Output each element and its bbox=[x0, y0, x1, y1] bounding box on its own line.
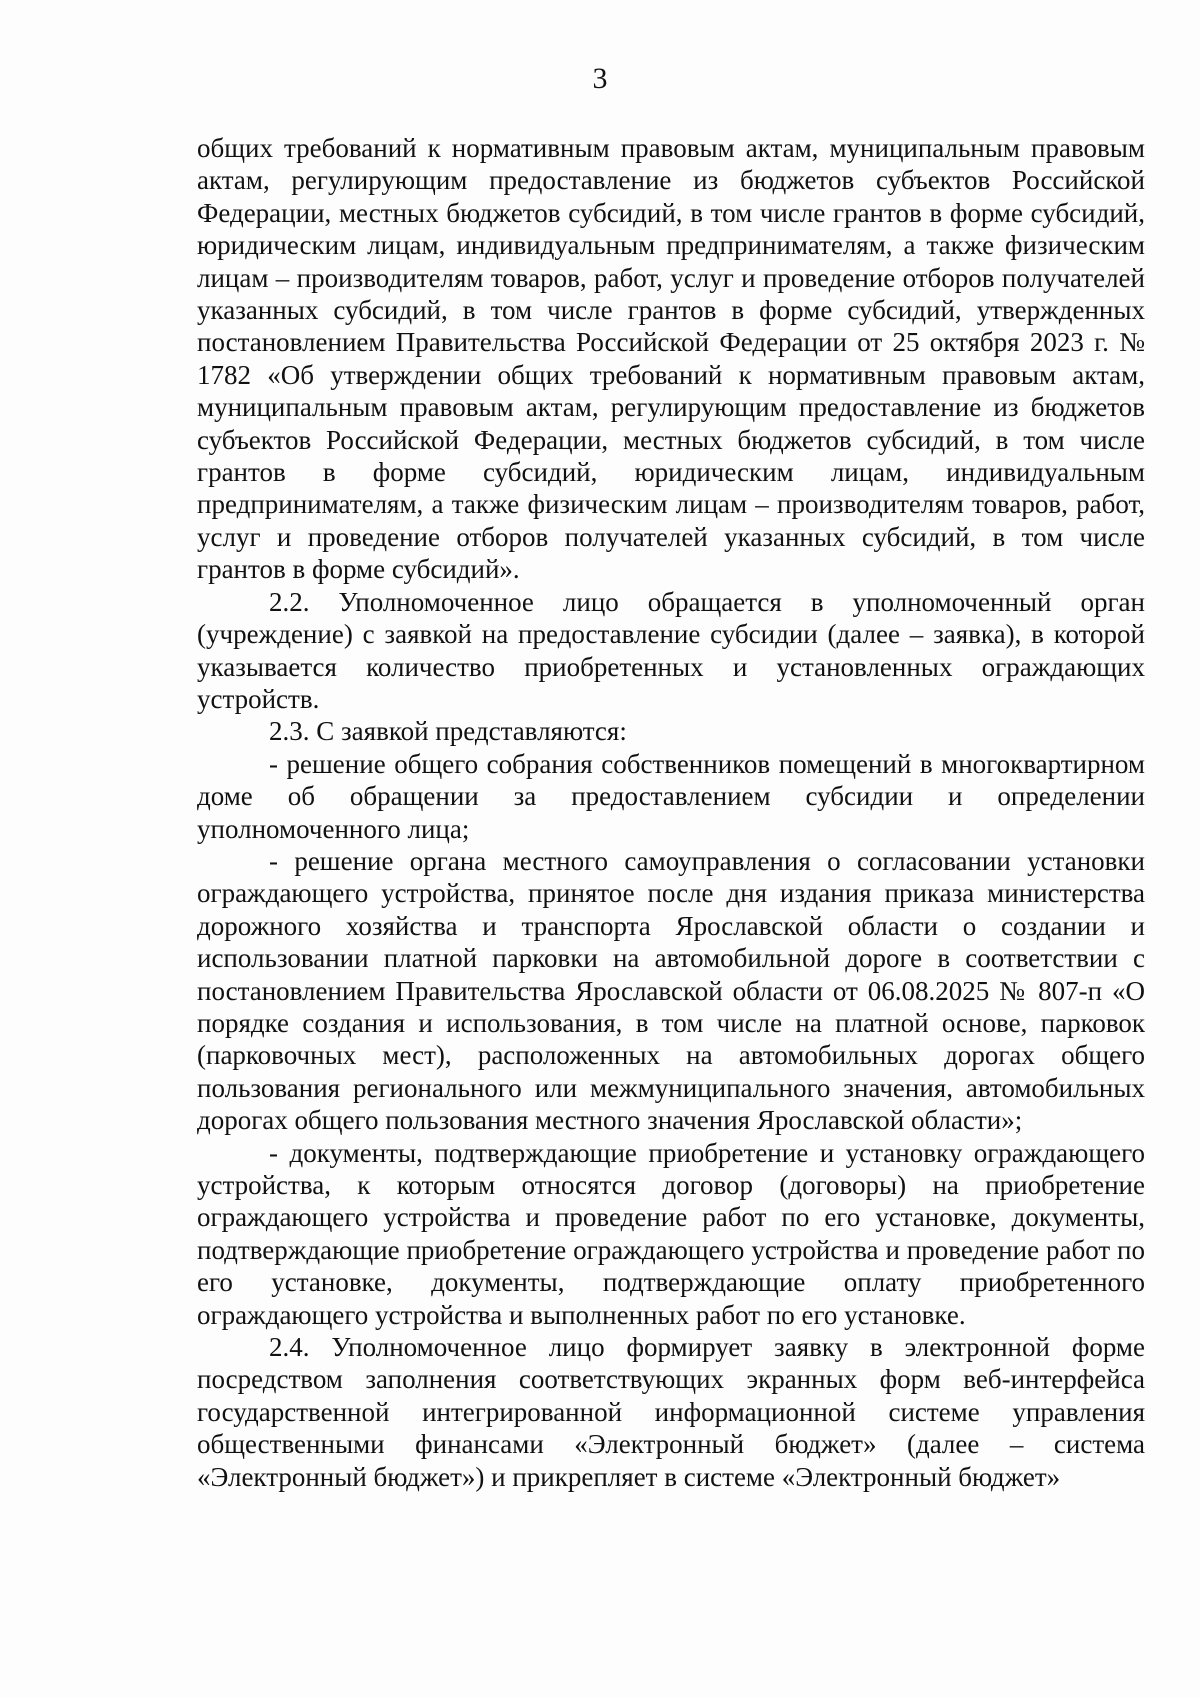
paragraph-2-3: 2.3. С заявкой представляются: bbox=[269, 716, 627, 747]
document-body bbox=[197, 132, 1145, 1493]
paragraph-2-4: 2.4. Уполномоченное лицо формирует заявку в электронной форме посредством заполнения соответствующих экранных форм веб-интерфейса государственной интегрированной информационной системе управления общественными финансами «Электронный бюджет» (далее – система «Электронный бюджет») и прикрепляет в системе «Электронный бюджет» bbox=[197, 1332, 1145, 1492]
list-item-general-meeting-decision: - решение общего собрания собственников помещений в многоквартирном доме об обращении за предоставлением субсидии и определении уполномоченного лица; bbox=[197, 748, 1145, 844]
page-number: 3 bbox=[592, 62, 608, 95]
list-item-supporting-documents: - документы, подтверждающие приобретение и установку ограждающего устройства, к которым относятся договор (договоры) на приобретение ограждающего устройства и проведение работ по его установке, документы, подтверждающие приобретение ограждающего устройства и проведение работ по его установке, документы, подтверждающие оплату приобретенного ограждающего устройства и выполненных работ по его установке. bbox=[197, 1137, 1145, 1330]
paragraph-continuation: общих требований к нормативным правовым актам, муниципальным правовым актам, регулирующим предоставление из бюджетов субъектов Российской Федерации, местных бюджетов субсидий, в том числе грантов в форме субсидий, юридическим лицам, индивидуальным предпринимателям, а также физическим лицам – производителям товаров, работ, услуг и проведение отборов получателей указанных субсидий, в том числе грантов в форме субсидий, утвержденных постановлением Правительства Российской Федерации от 25 октября 2023 г. № 1782 «Об утверждении общих требований к нормативным правовым актам, муниципальным правовым актам, регулирующим предоставление из бюджетов субъектов Российской Федерации, местных бюджетов субсидий, в том числе грантов в форме субсидий, юридическим лицам, индивидуальным предпринимателям, а также физическим лицам – производителям товаров, работ, услуг и проведение отборов получателей указанных субсидий, в том числе грантов в форме субсидий». bbox=[197, 133, 1145, 585]
list-item-local-government-decision: - решение органа местного самоуправления о согласовании установки ограждающего устройства, принятое после дня издания приказа министерства дорожного хозяйства и транспорта Ярославской области о создании и использовании платной парковки на автомобильной дороге в соответствии с постановлением Правительства Ярославской области от 06.08.2025 № 807-п «О порядке создания и использования, в том числе на платной основе, парковок (парковочных мест), расположенных на автомобильных дорогах общего пользования регионального или межмуниципального значения, автомобильных дорогах общего пользования местного значения Ярославской области»; bbox=[197, 845, 1145, 1136]
paragraph-2-2: 2.2. Уполномоченное лицо обращается в уполномоченный орган (учреждение) с заявкой на предоставление субсидии (далее – заявка), в которой указывается количество приобретенных и установленных ограждающих устройств. bbox=[197, 586, 1145, 714]
